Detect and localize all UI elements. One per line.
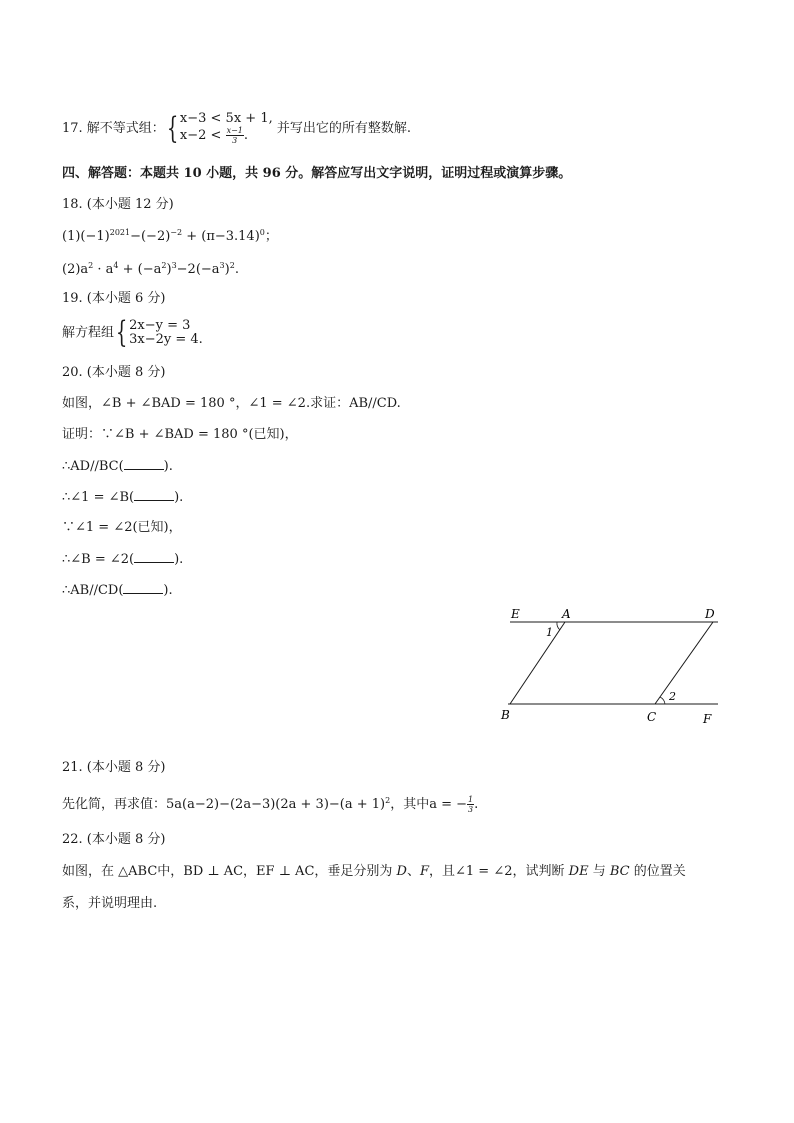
q18-part1: $(1)(-1)^{2021}-(-2)^{-2} + (\pi-3.14)^0$； xyxy=(62,228,278,244)
q19-eq2: 3x−2y = 4 xyxy=(129,332,199,347)
label-angle1: 1 xyxy=(546,626,553,639)
q20-title: 20. (本小题 8 分) xyxy=(62,365,166,380)
brace-icon: { xyxy=(166,110,179,146)
q21-title: 21. (本小题 8 分) xyxy=(62,760,166,775)
label-a: A xyxy=(562,607,571,621)
q19-body xyxy=(62,315,203,350)
q17-line2-post: . xyxy=(243,128,249,143)
angle2-arc xyxy=(660,697,665,704)
q20-step4: ∴∠B = ∠2( ). xyxy=(62,552,184,567)
q17-frac-num: x−1 xyxy=(226,126,243,135)
label-e: E xyxy=(511,607,520,621)
q22-line2: 系，并说明理由. xyxy=(62,896,158,911)
label-f: F xyxy=(703,712,712,726)
q22-title: 22. (本小题 8 分) xyxy=(62,832,166,847)
q20-step1: ∴AD//BC( ). xyxy=(62,459,173,474)
label-c: C xyxy=(647,710,657,724)
brace-icon: { xyxy=(115,315,128,350)
q19-prefix: 解方程组 xyxy=(62,325,115,341)
line-dc xyxy=(655,622,713,704)
q20-stem: 如图，∠B + ∠BAD = 180 °，∠1 = ∠2.求证：AB//CD. xyxy=(62,396,401,411)
section-heading: 四、解答题：本题共 10 小题，共 96 分。解答应写出文字说明，证明过程或演算步骤。 xyxy=(62,166,572,181)
q21-fraction: $\frac{1}{3}$ xyxy=(468,795,474,814)
q17-prefix: 17. 解不等式组： xyxy=(62,121,165,136)
q17-fraction xyxy=(226,126,244,145)
q20-step2: ∴∠1 = ∠B( ). xyxy=(62,490,184,505)
answer-blank[interactable] xyxy=(124,458,164,470)
q20-proof: 证明：∵∠B + ∠BAD = 180 °(已知)， xyxy=(62,427,298,442)
q20-step3: ∵∠1 = ∠2(已知)， xyxy=(62,520,182,535)
answer-blank[interactable] xyxy=(134,489,174,501)
q22-line1: 如图，在 △ABC中，BD ⊥ AC，EF ⊥ AC，垂足分别为 D、F，且∠1 = ∠2，试判断 DE 与 BC 的位置关 xyxy=(62,864,686,879)
q17 xyxy=(62,112,411,145)
q17-system xyxy=(180,112,273,145)
q19-eq1: 2x−y = 3 xyxy=(129,318,191,333)
label-angle2: 2 xyxy=(669,690,676,703)
q18-title: 18. (本小题 12 分) xyxy=(62,197,174,212)
label-b: B xyxy=(501,708,510,722)
q20-figure xyxy=(495,600,730,730)
q19-title: 19. (本小题 6 分) xyxy=(62,291,166,306)
line-ab xyxy=(510,622,565,704)
q17-suffix: 并写出它的所有整数解. xyxy=(276,121,412,136)
answer-blank[interactable] xyxy=(123,582,163,594)
q17-line2-pre: x−2 < xyxy=(179,128,226,143)
angle1-arc xyxy=(557,622,560,630)
label-d: D xyxy=(705,607,715,621)
q20-step5: ∴AB//CD( ). xyxy=(62,583,173,598)
q17-frac-den: 3 xyxy=(232,136,238,145)
answer-blank[interactable] xyxy=(134,551,174,563)
q19-system: 2x−y = 3 3x−2y = 4. xyxy=(129,318,203,347)
q18-part2: $(2)a^2 \cdot a^4 + (-a^2)^3-2(-a^3)^2$. xyxy=(62,261,239,277)
q17-line1: x−3 < 5x + 1, xyxy=(179,111,273,126)
q21-body: 先化简，再求值：$5a(a-2)-(2a-3)(2a + 3)-(a + 1)^2$，其中a = − $\frac{1}{3}$ . xyxy=(62,795,479,814)
